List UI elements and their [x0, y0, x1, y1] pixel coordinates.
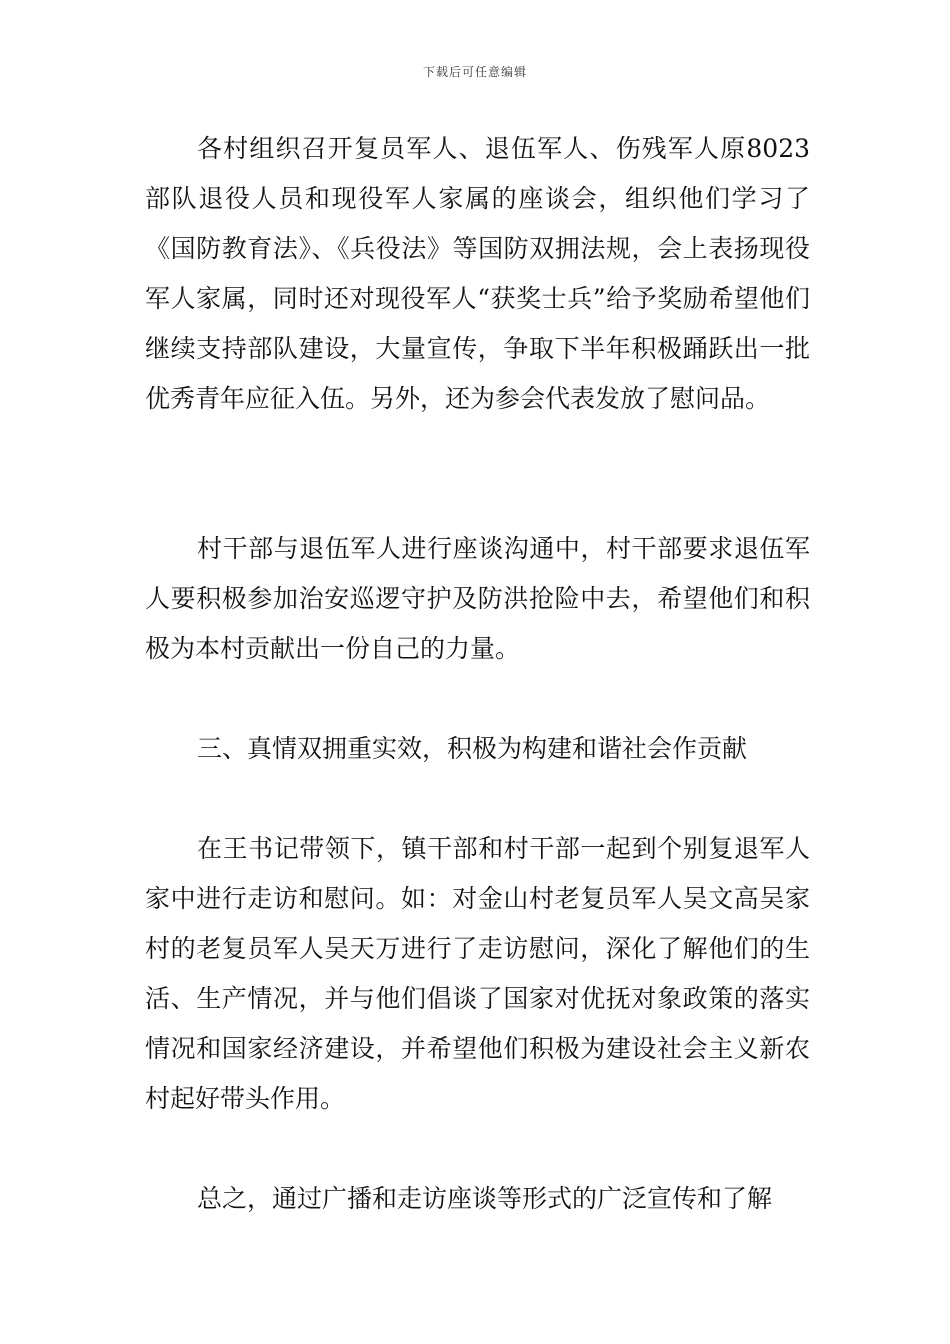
header-note: 下载后可任意编辑 — [422, 65, 527, 79]
section-heading-three: 三、真情双拥重实效，积极为构建和谐社会作贡献 — [197, 734, 748, 763]
paragraph-visits: 在王书记带领下，镇干部和村干部一起到个别复退军人家中进行走访和慰问。如：对金山村老复员军人吴文高吴家村的老复员军人吴天万进行了走访慰问，深化了解他们的生活、生产情况，并与他们倡谈了国家对优抚对象政策的落实情况和国家经济建设，并希望他们积极为建设社会主义新农村起好带头作用。 — [145, 834, 810, 1113]
paragraph-village-cadres: 村干部与退伍军人进行座谈沟通中，村干部要求退伍军人要积极参加治安巡逻守护及防洪抢险中去，希望他们和积极为本村贡献出一份自己的力量。 — [145, 534, 810, 663]
paragraph-veterans-forum: 各村组织召开复员军人、退伍军人、伤残军人原8023部队退役人员和现役军人家属的座谈会，组织他们学习了《国防教育法》、《兵役法》等国防双拥法规，会上表扬现役军人家属，同时还对现役军人“获奖士兵”给予奖励希望他们继续支持部队建设，大量宣传，争取下半年积极踊跃出一批优秀青年应征入伍。另外，还为参会代表发放了慰问品。 — [145, 134, 810, 413]
paragraph-summary: 总之，通过广播和走访座谈等形式的广泛宣传和了解 — [197, 1184, 773, 1213]
